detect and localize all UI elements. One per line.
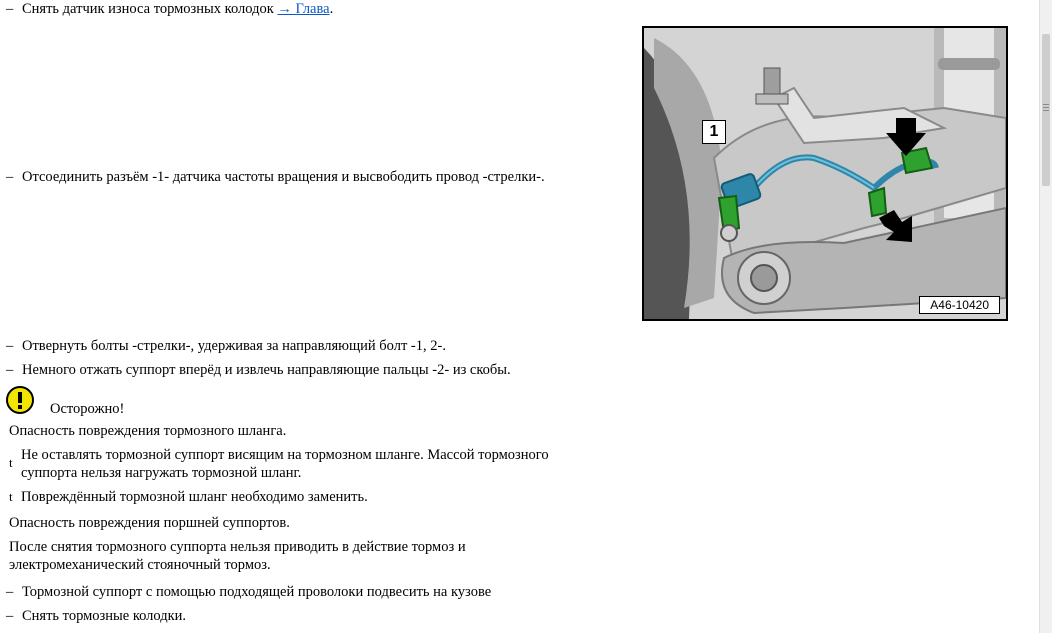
exclamation-warning-icon — [6, 386, 34, 414]
bullet-text: суппорта нельзя нагружать тормозной шланг. — [21, 465, 302, 481]
step-dash: – — [6, 608, 14, 624]
step-dash: – — [6, 338, 14, 354]
step-text: Немного отжать суппорт вперёд и извлечь направляющие пальцы -2- из скобы. — [22, 362, 511, 378]
step-text: Отвернуть болты -стрелки-, удерживая за направляющий болт -1, 2-. — [22, 338, 446, 354]
step-text: Снять тормозные колодки. — [22, 608, 187, 624]
step-5 — [6, 583, 491, 601]
bullet-text: Не оставлять тормозной суппорт висящим на тормозном шланге. Массой тормозного — [21, 447, 549, 463]
scrollbar-grip-icon — [1043, 104, 1049, 105]
note-text: электромеханический стояночный тормоз. — [9, 557, 271, 573]
caution-title: Осторожно! — [50, 401, 125, 417]
bullet-mark: t — [9, 455, 13, 470]
step-4 — [6, 361, 511, 379]
step-text: Снять датчик износа тормозных колодок — [22, 1, 278, 17]
note-text: После снятия тормозного суппорта нельзя приводить в действие тормоз и — [9, 539, 466, 555]
scrollbar-thumb[interactable] — [1042, 34, 1050, 186]
bullet-text: Повреждённый тормозной шланг необходимо заменить. — [21, 489, 368, 505]
step-dash: – — [6, 584, 14, 600]
step-dash: – — [6, 169, 14, 185]
step-text: Отсоединить разъём -1- датчика частоты вращения и высвободить провод -стрелки-. — [22, 169, 545, 185]
step-3 — [6, 337, 446, 355]
figure-code: A46-10420 — [919, 296, 1000, 314]
step-text-end: . — [329, 1, 334, 17]
bullet-mark: t — [9, 489, 13, 504]
hazard-heading-hose: Опасность повреждения тормозного шланга. — [9, 423, 287, 439]
caution-note — [9, 538, 466, 574]
chapter-link[interactable]: → Глава — [277, 1, 330, 17]
step-2 — [6, 168, 545, 186]
hazard-heading-pistons: Опасность повреждения поршней суппортов. — [9, 515, 290, 531]
brake-assembly-drawing — [644, 28, 1006, 319]
step-dash: – — [6, 362, 14, 378]
step-text: Тормозной суппорт с помощью подходящей проволоки подвесить на кузове — [22, 584, 492, 600]
step-dash: – — [6, 1, 14, 17]
caution-bullet — [9, 446, 549, 482]
step-6 — [6, 607, 186, 625]
callout-label: 1 — [702, 120, 726, 144]
vertical-scrollbar[interactable] — [1039, 0, 1052, 633]
illustration-figure — [642, 26, 1008, 321]
step-1 — [6, 0, 333, 18]
caution-bullet — [9, 488, 368, 506]
